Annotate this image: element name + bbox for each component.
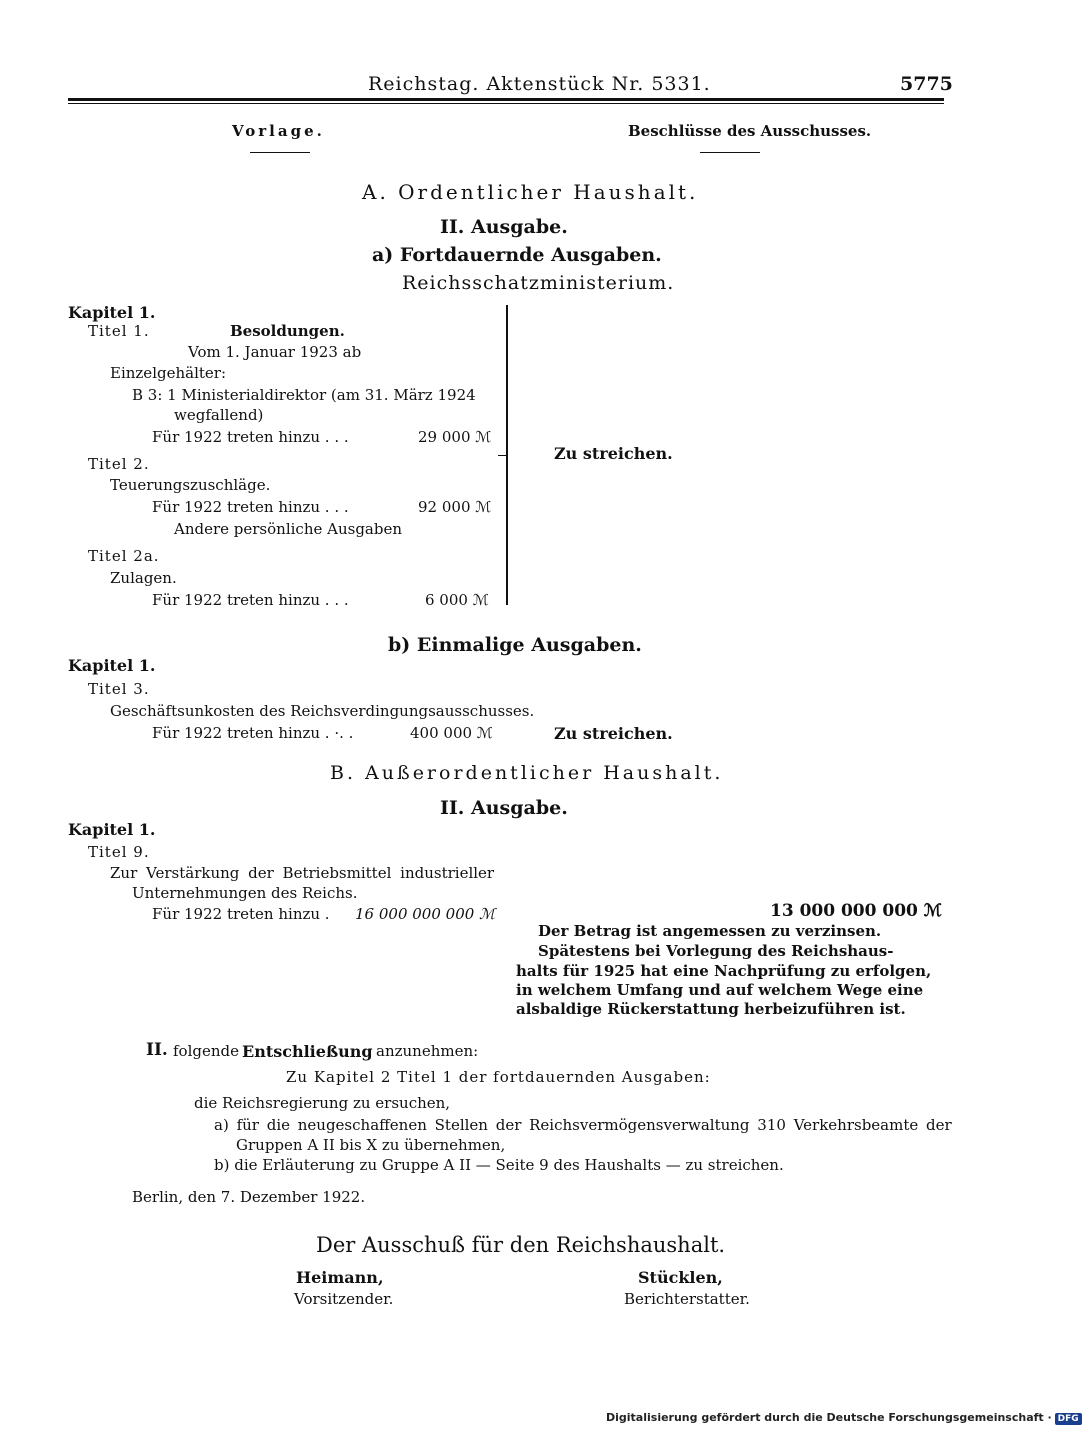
column-rule-left bbox=[250, 152, 310, 153]
running-title: Reichstag. Aktenstück Nr. 5331. bbox=[368, 73, 711, 95]
signatory-2-role: Berichterstatter. bbox=[624, 1290, 750, 1308]
resolution-a-line1: a) für die neugeschaffenen Stellen der Reichsvermögensverwaltung 310 Verkehrsbeamte der bbox=[214, 1116, 952, 1134]
titel-1-line4: wegfallend) bbox=[174, 406, 264, 424]
part-b-kapitel: Kapitel 1. bbox=[68, 656, 156, 675]
titel-2-amount: 92 000 ℳ bbox=[418, 498, 492, 516]
titel-1-line1: Vom 1. Januar 1923 ab bbox=[188, 343, 362, 361]
section-b-amount: 16 000 000 000 ℳ bbox=[355, 905, 496, 923]
resolution-word: Entschließung bbox=[242, 1042, 373, 1061]
page-number: 5775 bbox=[900, 73, 953, 95]
signatory-1-role: Vorsitzender. bbox=[294, 1290, 394, 1308]
titel-2a-amount: 6 000 ℳ bbox=[425, 591, 489, 609]
section-a-heading: A. Ordentlicher Haushalt. bbox=[362, 180, 699, 204]
section-b-amount-text: Für 1922 treten hinzu . bbox=[152, 905, 330, 923]
part-b-titel: Titel 3. bbox=[88, 680, 150, 698]
committee-name: Der Ausschuß für den Reichshaushalt. bbox=[316, 1233, 726, 1257]
section-b-titel: Titel 9. bbox=[88, 843, 150, 861]
titel-2: Titel 2. bbox=[88, 455, 150, 473]
header-rule-thin bbox=[68, 103, 944, 104]
column-rule-right bbox=[700, 152, 760, 153]
part-b-heading: b) Einmalige Ausgaben. bbox=[388, 634, 642, 656]
titel-1-line3: B 3: 1 Ministerialdirektor (am 31. März 1924 bbox=[132, 386, 476, 404]
resolution-post: anzunehmen: bbox=[376, 1042, 479, 1060]
titel-1-line2: Einzelgehälter: bbox=[110, 364, 226, 382]
digitization-footer bbox=[606, 1411, 1082, 1425]
decision-line5: alsbaldige Rückerstattung herbeizuführen ist. bbox=[516, 1000, 906, 1018]
titel-2a-amount-text: Für 1922 treten hinzu . . . bbox=[152, 591, 349, 609]
column-heading-left: Vorlage. bbox=[232, 122, 325, 140]
resolution-pre: folgende bbox=[173, 1042, 239, 1060]
resolution-intro: die Reichsregierung zu ersuchen, bbox=[194, 1094, 451, 1112]
section-b-line2: Unternehmungen des Reichs. bbox=[132, 884, 358, 902]
titel-1: Titel 1. bbox=[88, 322, 150, 340]
section-a-sub: II. Ausgabe. bbox=[440, 216, 568, 238]
decision-line1: Der Betrag ist angemessen zu verzinsen. bbox=[538, 922, 882, 940]
titel-2-amount-text: Für 1922 treten hinzu . . . bbox=[152, 498, 349, 516]
signatory-2-name: Stücklen, bbox=[638, 1268, 723, 1287]
decision-line4: in welchem Umfang und auf welchem Wege eine bbox=[516, 981, 924, 999]
resolution-a-line2: Gruppen A II bis X zu übernehmen, bbox=[236, 1136, 506, 1154]
part-b-amount: 400 000 ℳ bbox=[410, 724, 493, 742]
kapitel-label: Kapitel 1. bbox=[68, 303, 156, 322]
section-b-heading: B. Außerordentlicher Haushalt. bbox=[330, 762, 724, 784]
part-b-amount-text: Für 1922 treten hinzu . ·. . bbox=[152, 724, 354, 742]
date-line: Berlin, den 7. Dezember 1922. bbox=[132, 1188, 366, 1206]
decision-line2: Spätestens bei Vorlegung des Reichshaus- bbox=[538, 942, 894, 960]
titel-2-line1: Teuerungszuschläge. bbox=[110, 476, 271, 494]
resolution-b-line: b) die Erläuterung zu Gruppe A II — Seite 9 des Haushalts — zu streichen. bbox=[214, 1156, 784, 1174]
signatory-1-name: Heimann, bbox=[296, 1268, 384, 1287]
part-b-line1: Geschäftsunkosten des Reichsverdingungsausschusses. bbox=[110, 702, 535, 720]
column-heading-right: Beschlüsse des Ausschusses. bbox=[628, 122, 872, 140]
titel-1-amount-text: Für 1922 treten hinzu . . . bbox=[152, 428, 349, 446]
decision-strike-2: Zu streichen. bbox=[554, 724, 673, 743]
titel-2a: Titel 2a. bbox=[88, 547, 160, 565]
section-b-line1: Zur Verstärkung der Betriebsmittel industrieller bbox=[110, 864, 495, 882]
header-rule bbox=[68, 98, 944, 101]
brace-tip bbox=[498, 455, 508, 456]
decision-amount: 13 000 000 000 ℳ bbox=[770, 901, 942, 921]
decision-line3: halts für 1925 hat eine Nachprüfung zu erfolgen, bbox=[516, 962, 932, 980]
resolution-ref: Zu Kapitel 2 Titel 1 der fortdauernden Ausgaben: bbox=[286, 1068, 711, 1086]
resolution-number: II. bbox=[146, 1040, 168, 1060]
footer-text: Digitalisierung gefördert durch die Deutsche Forschungsgemeinschaft · bbox=[606, 1411, 1052, 1424]
ministry-heading: Reichsschatzministerium. bbox=[402, 272, 675, 294]
dfg-logo: DFG bbox=[1055, 1413, 1082, 1425]
part-a-heading: a) Fortdauernde Ausgaben. bbox=[372, 244, 662, 266]
decision-strike-1: Zu streichen. bbox=[554, 444, 673, 463]
titel-2a-line1: Zulagen. bbox=[110, 569, 177, 587]
titel-1-heading: Besoldungen. bbox=[230, 322, 345, 340]
section-b-sub: II. Ausgabe. bbox=[440, 797, 568, 819]
titel-1-amount: 29 000 ℳ bbox=[418, 428, 492, 446]
titel-2-line2: Andere persönliche Ausgaben bbox=[174, 520, 403, 538]
section-b-kapitel: Kapitel 1. bbox=[68, 820, 156, 839]
